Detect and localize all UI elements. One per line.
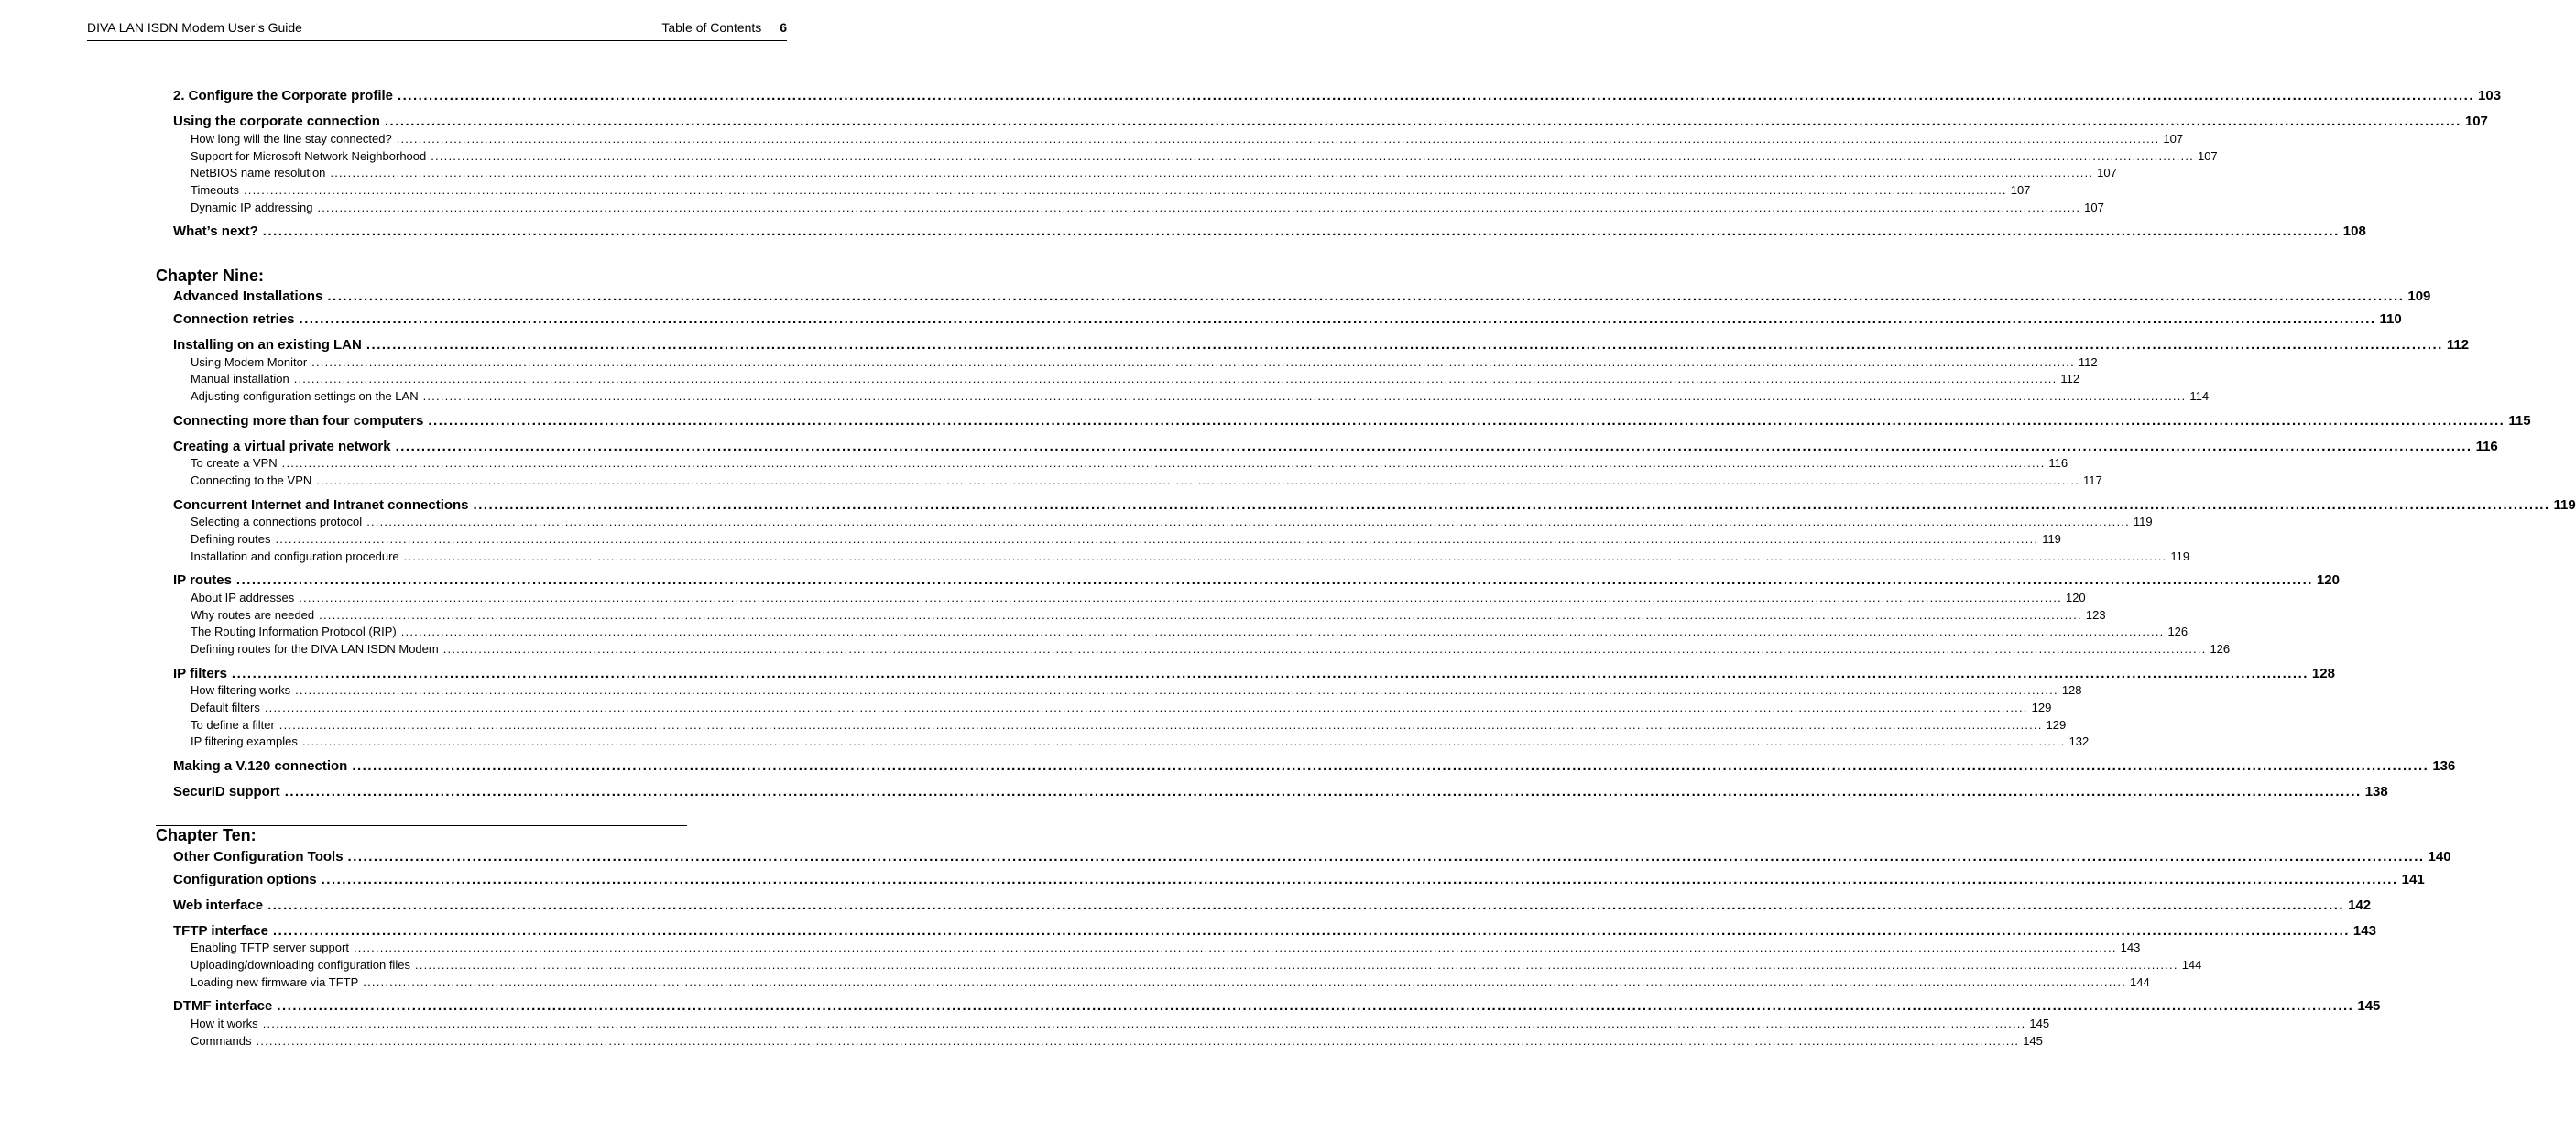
- toc-entry-title: DTMF interface: [173, 998, 273, 1014]
- toc-entry[interactable]: [173, 114, 2488, 132]
- toc-entry-title: Creating a virtual private network: [173, 439, 391, 454]
- toc-entry-title: Configuration options: [173, 872, 317, 887]
- dot-leader: ................................................................................................................................................................................................................................................................................................................................................................................................................: [442, 642, 2207, 656]
- toc-entry-page: 119: [2042, 532, 2061, 546]
- toc-entry-title: The Routing Information Protocol (RIP): [191, 625, 397, 638]
- toc-subentry[interactable]: [191, 389, 2210, 406]
- toc-entry-title: How filtering works: [191, 683, 291, 697]
- dot-leader: ................................................................................................................................................................................................................................................................................................................................................................................................................: [327, 288, 2405, 304]
- dot-leader: ................................................................................................................................................................................................................................................................................................................................................................................................................: [293, 372, 2058, 386]
- toc-subentry[interactable]: [191, 1034, 2043, 1050]
- dot-leader: ................................................................................................................................................................................................................................................................................................................................................................................................................: [398, 88, 2475, 103]
- toc-entry-title: Installation and configuration procedure: [191, 549, 399, 563]
- dot-leader: ................................................................................................................................................................................................................................................................................................................................................................................................................: [347, 849, 2425, 865]
- toc-entry[interactable]: [173, 849, 2451, 867]
- dot-leader: ................................................................................................................................................................................................................................................................................................................................................................................................................: [256, 1034, 2020, 1048]
- toc-entry-page: 123: [2085, 608, 2106, 622]
- toc-subentry[interactable]: [191, 734, 2090, 751]
- toc-entry-title: How long will the line stay connected?: [191, 132, 392, 146]
- toc-subentry[interactable]: [191, 456, 2068, 473]
- document-title: DIVA LAN ISDN Modem User’s Guide: [87, 20, 302, 35]
- toc-entry-page: 138: [2364, 784, 2388, 799]
- toc-entry-title: Connection retries: [173, 311, 295, 327]
- toc-entry-title: Selecting a connections protocol: [191, 515, 363, 528]
- dot-leader: ................................................................................................................................................................................................................................................................................................................................................................................................................: [319, 608, 2082, 622]
- toc-entry[interactable]: [173, 758, 2456, 777]
- dot-leader: ................................................................................................................................................................................................................................................................................................................................................................................................................: [243, 183, 2007, 197]
- toc-entry-title: Dynamic IP addressing: [191, 201, 313, 214]
- toc-subentry[interactable]: [191, 132, 2184, 148]
- toc-subentry[interactable]: [191, 149, 2218, 166]
- toc-entry-title: Other Configuration Tools: [173, 849, 344, 865]
- toc-entry-title: Loading new firmware via TFTP: [191, 975, 359, 989]
- toc-entry-title: Advanced Installations: [173, 288, 323, 304]
- toc-entry-title: IP routes: [173, 572, 232, 588]
- toc-entry-page: 142: [2348, 897, 2372, 913]
- toc-entry-page: 129: [2046, 718, 2067, 732]
- toc-entry-page: 120: [2316, 572, 2340, 588]
- toc-entry-title: IP filters: [173, 666, 227, 681]
- dot-leader: ................................................................................................................................................................................................................................................................................................................................................................................................................: [384, 114, 2461, 129]
- toc-entry-page: 107: [2163, 132, 2184, 146]
- toc-entry-page: 144: [2130, 975, 2150, 989]
- dot-leader: ................................................................................................................................................................................................................................................................................................................................................................................................................: [231, 666, 2309, 681]
- toc-entry-page: 109: [2407, 288, 2431, 304]
- toc-entry-title: Enabling TFTP server support: [191, 941, 349, 954]
- toc-entry-title: SecurID support: [173, 784, 280, 799]
- toc-entry-title: Connecting more than four computers: [173, 413, 424, 429]
- toc-entry-page: 117: [2082, 473, 2102, 487]
- toc-subentry[interactable]: [191, 975, 2150, 992]
- dot-leader: ................................................................................................................................................................................................................................................................................................................................................................................................................: [366, 337, 2443, 353]
- toc-entry-page: 112: [2446, 337, 2470, 353]
- chapter-heading: Chapter Nine:: [156, 266, 265, 285]
- toc-entry[interactable]: [173, 784, 2388, 802]
- toc-subentry[interactable]: [191, 625, 2189, 641]
- toc-entry-page: 120: [2065, 591, 2086, 604]
- toc-entry-title: Why routes are needed: [191, 608, 315, 622]
- toc-subentry[interactable]: [191, 549, 2190, 566]
- toc-entry-page: 144: [2181, 958, 2202, 972]
- toc-entry-title: About IP addresses: [191, 591, 295, 604]
- toc-entry-page: 128: [2311, 666, 2335, 681]
- dot-leader: ................................................................................................................................................................................................................................................................................................................................................................................................................: [422, 389, 2187, 403]
- dot-leader: ................................................................................................................................................................................................................................................................................................................................................................................................................: [428, 413, 2505, 429]
- toc-entry-page: 116: [2475, 439, 2498, 454]
- dot-leader: ................................................................................................................................................................................................................................................................................................................................................................................................................: [262, 223, 2340, 239]
- dot-leader: ................................................................................................................................................................................................................................................................................................................................................................................................................: [295, 683, 2058, 697]
- toc-entry-page: 126: [2210, 642, 2231, 656]
- toc-entry-title: Timeouts: [191, 183, 239, 197]
- dot-leader: ................................................................................................................................................................................................................................................................................................................................................................................................................: [330, 166, 2094, 179]
- dot-leader: ................................................................................................................................................................................................................................................................................................................................................................................................................: [281, 456, 2046, 470]
- toc-subentry[interactable]: [191, 166, 2117, 182]
- toc-entry-title: Commands: [191, 1034, 252, 1048]
- dot-leader: ................................................................................................................................................................................................................................................................................................................................................................................................................: [400, 625, 2165, 638]
- toc-subentry[interactable]: [191, 701, 2052, 717]
- toc-entry-title: Concurrent Internet and Intranet connections: [173, 497, 469, 513]
- dot-leader: ................................................................................................................................................................................................................................................................................................................................................................................................................: [264, 701, 2028, 714]
- toc-entry-title: Making a V.120 connection: [173, 758, 348, 774]
- page-number: 6: [780, 20, 787, 35]
- dot-leader: ................................................................................................................................................................................................................................................................................................................................................................................................................: [414, 958, 2178, 972]
- toc-entry-title: Defining routes: [191, 532, 271, 546]
- toc-subentry[interactable]: [191, 683, 2082, 700]
- toc-entry-title: What’s next?: [173, 223, 258, 239]
- toc-entry[interactable]: [173, 572, 2340, 591]
- dot-leader: ................................................................................................................................................................................................................................................................................................................................................................................................................: [363, 975, 2127, 989]
- toc-entry-title: To define a filter: [191, 718, 275, 732]
- toc-entry-title: Using the corporate connection: [173, 114, 380, 129]
- toc-entry-page: 145: [2357, 998, 2381, 1014]
- dot-leader: ................................................................................................................................................................................................................................................................................................................................................................................................................: [275, 532, 2039, 546]
- dot-leader: ................................................................................................................................................................................................................................................................................................................................................................................................................: [352, 758, 2429, 774]
- toc-subentry[interactable]: [191, 183, 2031, 200]
- toc-subentry[interactable]: [191, 355, 2098, 372]
- toc-entry-page: 107: [2084, 201, 2104, 214]
- toc-entry[interactable]: [173, 872, 2425, 890]
- dot-leader: ................................................................................................................................................................................................................................................................................................................................................................................................................: [353, 941, 2117, 954]
- toc-entry[interactable]: [173, 666, 2335, 684]
- dot-leader: ................................................................................................................................................................................................................................................................................................................................................................................................................: [317, 201, 2081, 214]
- dot-leader: ................................................................................................................................................................................................................................................................................................................................................................................................................: [431, 149, 2194, 163]
- toc-entry-title: Adjusting configuration settings on the LAN: [191, 389, 419, 403]
- toc-subentry[interactable]: [191, 642, 2231, 658]
- toc-subentry[interactable]: [191, 515, 2153, 531]
- dot-leader: ................................................................................................................................................................................................................................................................................................................................................................................................................: [284, 784, 2362, 799]
- toc-entry[interactable]: [173, 413, 2531, 431]
- dot-leader: ................................................................................................................................................................................................................................................................................................................................................................................................................: [262, 1017, 2026, 1030]
- toc-entry[interactable]: [173, 337, 2470, 355]
- toc-entry-page: 145: [2029, 1017, 2050, 1030]
- toc-entry-page: 141: [2401, 872, 2425, 887]
- toc-entry-page: 107: [2464, 114, 2488, 129]
- toc-entry-title: How it works: [191, 1017, 258, 1030]
- toc-entry-title: Defining routes for the DIVA LAN ISDN Modem: [191, 642, 439, 656]
- toc-subentry[interactable]: [191, 372, 2080, 388]
- toc-entry-page: 126: [2167, 625, 2189, 638]
- toc-entry-title: NetBIOS name resolution: [191, 166, 326, 179]
- dot-leader: ................................................................................................................................................................................................................................................................................................................................................................................................................: [299, 311, 2376, 327]
- section-name: Table of Contents: [661, 20, 762, 35]
- toc-entry[interactable]: [173, 88, 2502, 106]
- toc-entry-page: 145: [2023, 1034, 2043, 1048]
- toc-subentry[interactable]: [191, 1017, 2050, 1033]
- dot-leader: ................................................................................................................................................................................................................................................................................................................................................................................................................: [403, 549, 2167, 563]
- toc-entry-page: 108: [2342, 223, 2366, 239]
- dot-leader: ................................................................................................................................................................................................................................................................................................................................................................................................................: [301, 734, 2066, 748]
- toc-entry-title: 2. Configure the Corporate profile: [173, 88, 394, 103]
- toc-entry[interactable]: [173, 288, 2431, 307]
- toc-subentry[interactable]: [191, 201, 2104, 217]
- toc-entry-title: Using Modem Monitor: [191, 355, 308, 369]
- dot-leader: ................................................................................................................................................................................................................................................................................................................................................................................................................: [299, 591, 2062, 604]
- toc-entry-title: IP filtering examples: [191, 734, 298, 748]
- toc-entry[interactable]: [173, 923, 2376, 941]
- toc-subentry[interactable]: [191, 532, 2061, 549]
- toc-entry-page: 103: [2478, 88, 2502, 103]
- toc-entry-page: 112: [2060, 372, 2080, 386]
- toc-entry-page: 119: [2553, 497, 2576, 513]
- toc-entry[interactable]: [173, 897, 2372, 916]
- toc-entry-page: 140: [2428, 849, 2451, 865]
- toc-entry-title: Manual installation: [191, 372, 289, 386]
- toc-entry-page: 119: [2133, 515, 2153, 528]
- toc-entry-title: To create a VPN: [191, 456, 278, 470]
- toc-subentry[interactable]: [191, 608, 2106, 625]
- toc-entry[interactable]: [173, 311, 2402, 330]
- toc-entry-page: 129: [2031, 701, 2052, 714]
- toc-entry-title: Support for Microsoft Network Neighborhood: [191, 149, 427, 163]
- toc-subentry[interactable]: [191, 941, 2141, 957]
- toc-entry-page: 112: [2078, 355, 2098, 369]
- dot-leader: ................................................................................................................................................................................................................................................................................................................................................................................................................: [316, 473, 2079, 487]
- toc-entry-page: 107: [2197, 149, 2218, 163]
- dot-leader: ................................................................................................................................................................................................................................................................................................................................................................................................................: [321, 872, 2398, 887]
- toc-entry-page: 128: [2061, 683, 2082, 697]
- toc-entry[interactable]: [173, 998, 2381, 1017]
- dot-leader: ................................................................................................................................................................................................................................................................................................................................................................................................................: [235, 572, 2313, 588]
- toc-entry-page: 115: [2508, 413, 2531, 429]
- dot-leader: ................................................................................................................................................................................................................................................................................................................................................................................................................: [267, 897, 2345, 913]
- toc-entry-page: 116: [2048, 456, 2068, 470]
- toc-entry-title: Web interface: [173, 897, 264, 913]
- dot-leader: ................................................................................................................................................................................................................................................................................................................................................................................................................: [395, 439, 2472, 454]
- dot-leader: ................................................................................................................................................................................................................................................................................................................................................................................................................: [278, 718, 2043, 732]
- toc-entry-page: 132: [2068, 734, 2090, 748]
- toc-entry-title: Installing on an existing LAN: [173, 337, 362, 353]
- toc-entry-page: 143: [2352, 923, 2376, 939]
- toc-entry-page: 136: [2432, 758, 2456, 774]
- dot-leader: ................................................................................................................................................................................................................................................................................................................................................................................................................: [366, 515, 2130, 528]
- toc-entry-page: 107: [2097, 166, 2117, 179]
- toc-entry-page: 107: [2010, 183, 2031, 197]
- dot-leader: ................................................................................................................................................................................................................................................................................................................................................................................................................: [396, 132, 2160, 146]
- toc-entry-title: Default filters: [191, 701, 260, 714]
- toc-entry[interactable]: [173, 223, 2366, 242]
- dot-leader: ................................................................................................................................................................................................................................................................................................................................................................................................................: [277, 998, 2354, 1014]
- toc-subentry[interactable]: [191, 591, 2086, 607]
- toc-entry-page: 143: [2120, 941, 2141, 954]
- dot-leader: ................................................................................................................................................................................................................................................................................................................................................................................................................: [272, 923, 2350, 939]
- toc-entry-title: Connecting to the VPN: [191, 473, 312, 487]
- dot-leader: ................................................................................................................................................................................................................................................................................................................................................................................................................: [473, 497, 2550, 513]
- toc-entry-title: TFTP interface: [173, 923, 268, 939]
- dot-leader: ................................................................................................................................................................................................................................................................................................................................................................................................................: [311, 355, 2075, 369]
- toc-subentry[interactable]: [191, 473, 2102, 490]
- toc-subentry[interactable]: [191, 718, 2067, 734]
- toc-entry-page: 110: [2379, 311, 2402, 327]
- toc-entry-title: Uploading/downloading configuration files: [191, 958, 410, 972]
- chapter-heading: Chapter Ten:: [156, 826, 257, 844]
- toc-entry[interactable]: [173, 439, 2498, 457]
- toc-subentry[interactable]: [191, 958, 2202, 974]
- toc-entry-page: 114: [2189, 389, 2210, 403]
- toc-entry[interactable]: [173, 497, 2576, 516]
- toc-entry-page: 119: [2170, 549, 2190, 563]
